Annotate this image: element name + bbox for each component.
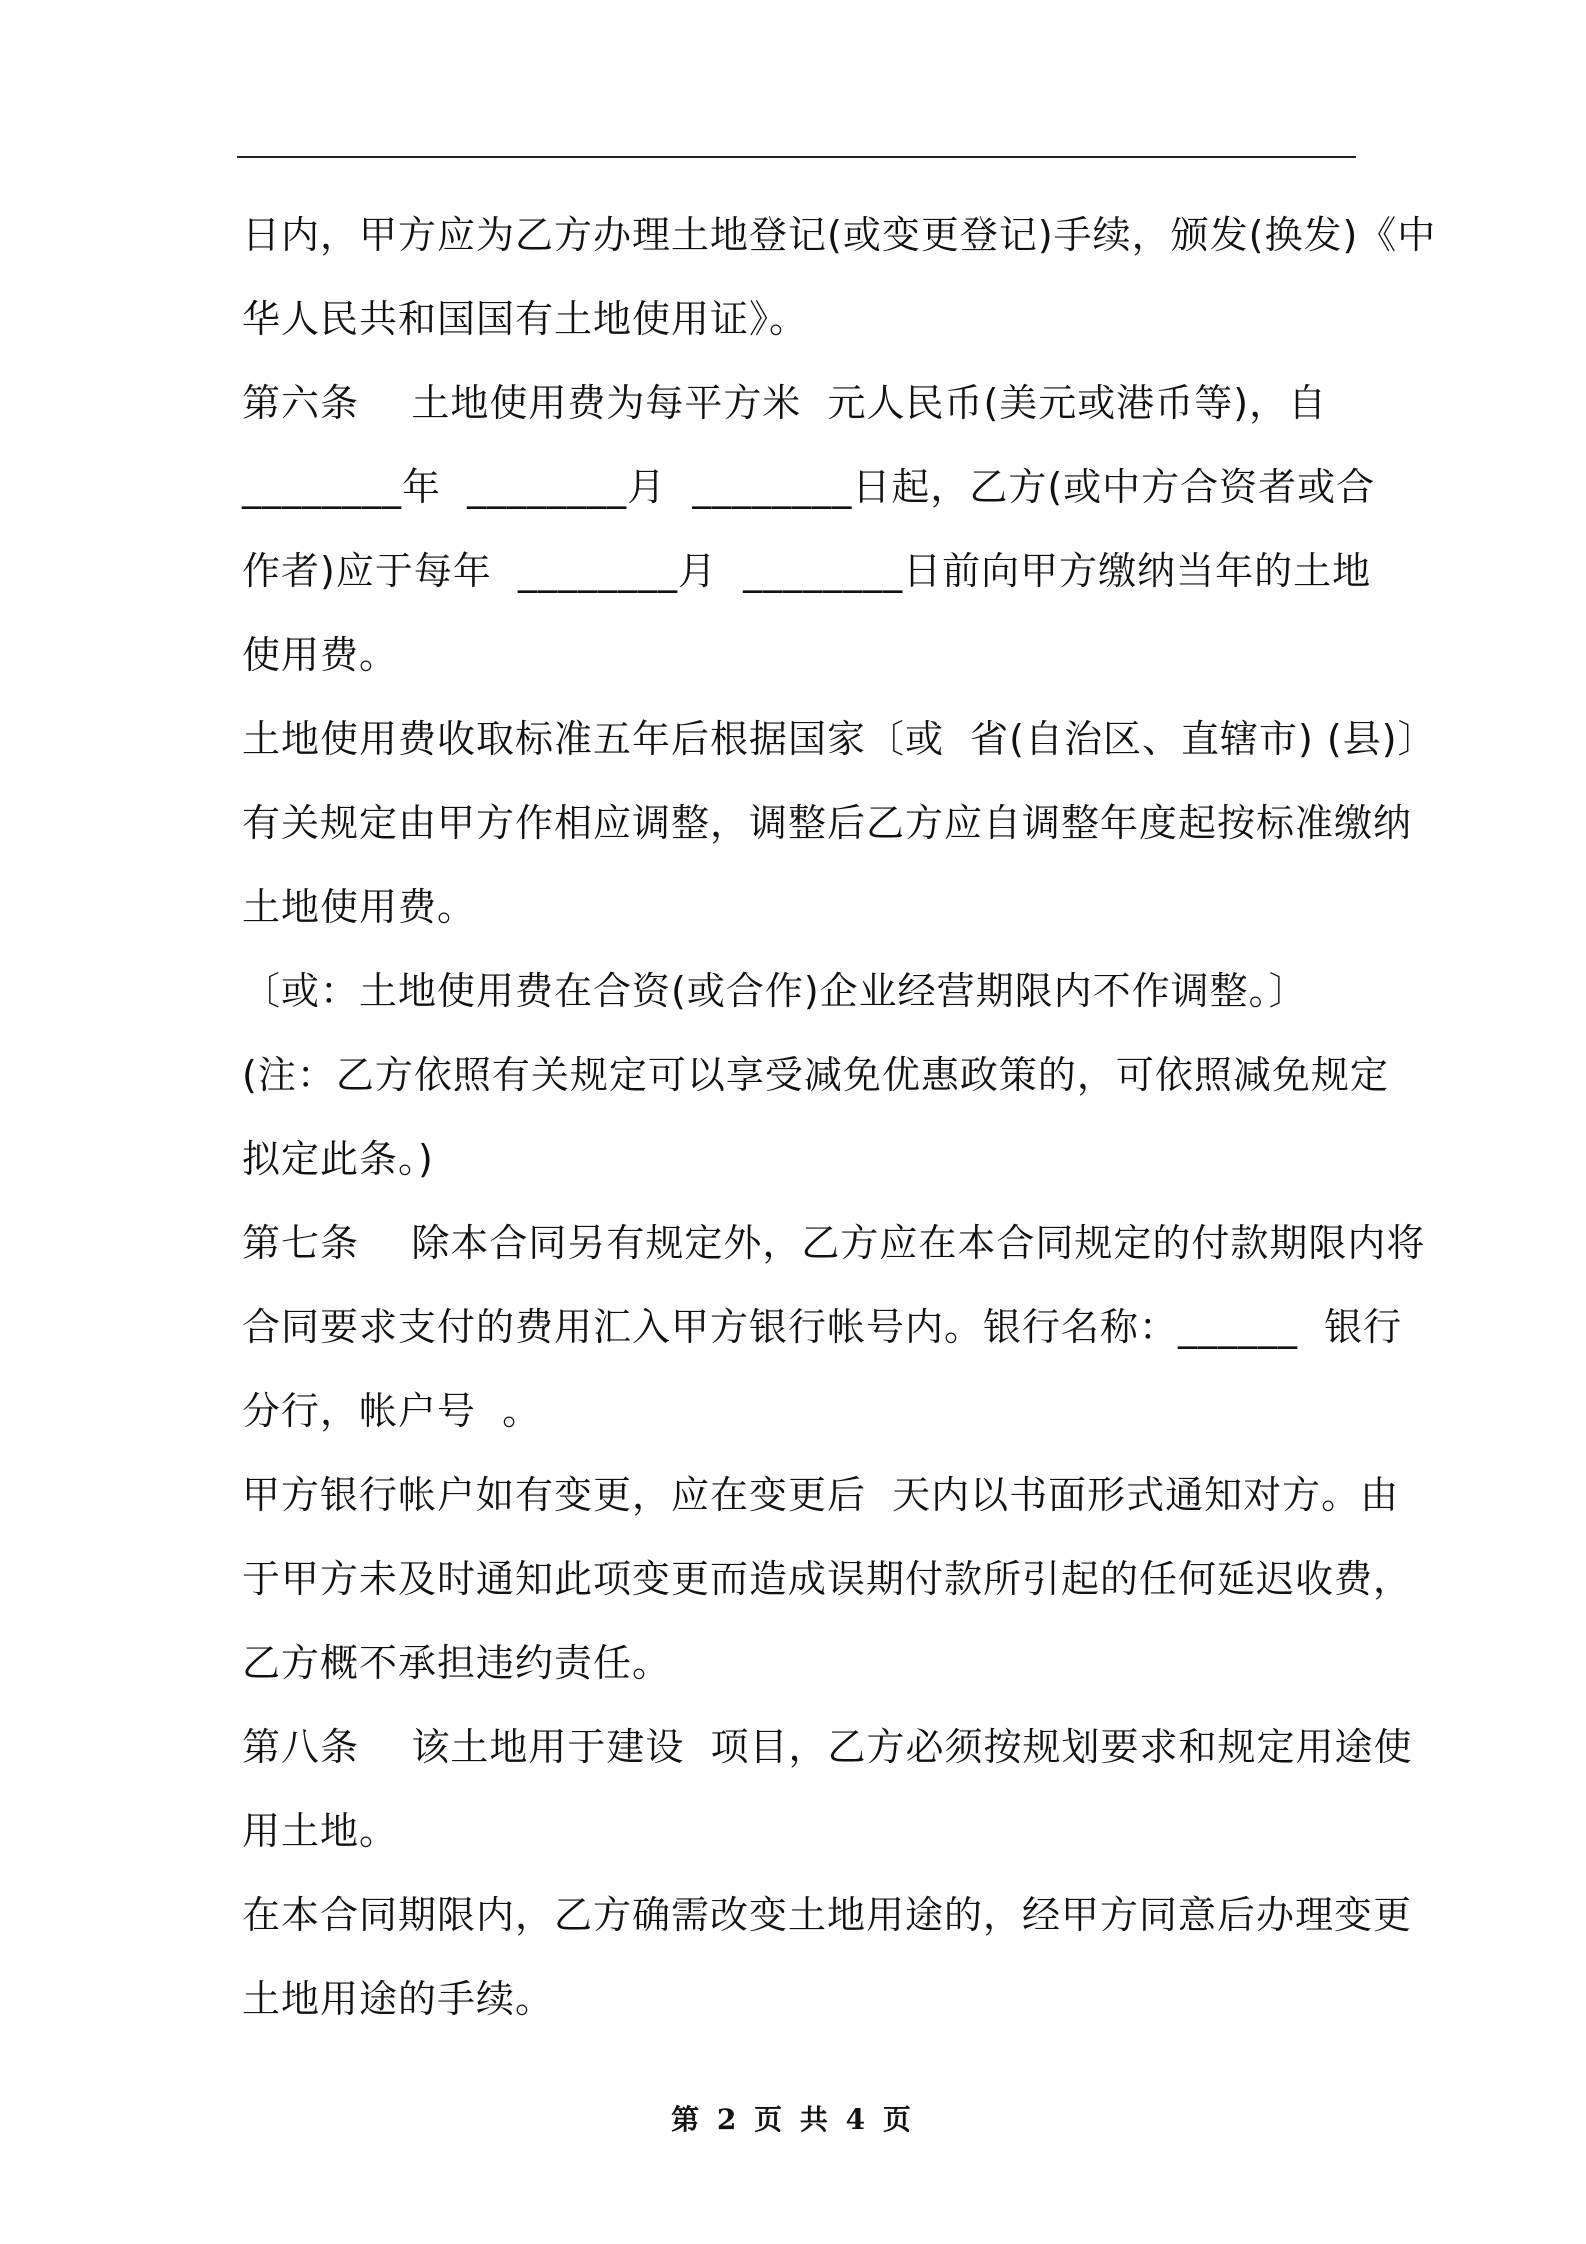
- article-8-heading-line: 第八条 该土地用于建设 项目，乙方必须按规划要求和规定用途使: [242, 1725, 1413, 1769]
- text-line: 有关规定由甲方作相应调整，调整后乙方应自调整年度起按标准缴纳: [242, 801, 1413, 845]
- text-line: 分行，帐户号 。: [242, 1389, 542, 1433]
- text-line: 用土地。: [242, 1809, 399, 1853]
- header-divider: [237, 156, 1356, 158]
- text-line: 甲方银行帐户如有变更，应在变更后 天内以书面形式通知对方。由: [242, 1473, 1400, 1517]
- text-line: 日内，甲方应为乙方办理土地登记(或变更登记)手续，颁发(换发)《中: [242, 213, 1437, 257]
- article-7-heading-line: 第七条 除本合同另有规定外，乙方应在本合同规定的付款期限内将: [242, 1221, 1426, 1265]
- page-number-footer: 第 2 页 共 4 页: [671, 2103, 915, 2136]
- text-line: 于甲方未及时通知此项变更而造成误期付款所引起的任何延迟收费，: [242, 1557, 1413, 1601]
- note-line: (注：乙方依照有关规定可以享受减免优惠政策的，可依照减免规定: [242, 1053, 1389, 1097]
- text-line: 华人民共和国国有土地使用证》。: [242, 297, 809, 341]
- text-line: ________年 ________月 ________日起，乙方(或中方合资者或合: [242, 465, 1376, 509]
- text-line: 合同要求支付的费用汇入甲方银行帐号内。银行名称：______ 银行: [242, 1305, 1403, 1349]
- text-line: 土地使用费收取标准五年后根据国家〔或 省(自治区、直辖市) (县)〕: [242, 717, 1437, 761]
- text-line: 乙方概不承担违约责任。: [242, 1641, 672, 1685]
- article-6-heading-line: 第六条 土地使用费为每平方米 元人民币(美元或港币等)，自: [242, 381, 1328, 425]
- text-line: 在本合同期限内，乙方确需改变土地用途的，经甲方同意后办理变更: [242, 1893, 1413, 1937]
- contract-body: [242, 193, 1437, 2041]
- text-line: 土地使用费。: [242, 885, 477, 929]
- text-line: 使用费。: [242, 633, 399, 677]
- note-line: 拟定此条。): [242, 1137, 434, 1181]
- text-line: 作者)应于每年 ________月 ________日前向甲方缴纳当年的土地: [242, 549, 1372, 593]
- text-line: 土地用途的手续。: [242, 1977, 555, 2021]
- text-line: 〔或：土地使用费在合资(或合作)企业经营期限内不作调整。〕: [242, 969, 1308, 1013]
